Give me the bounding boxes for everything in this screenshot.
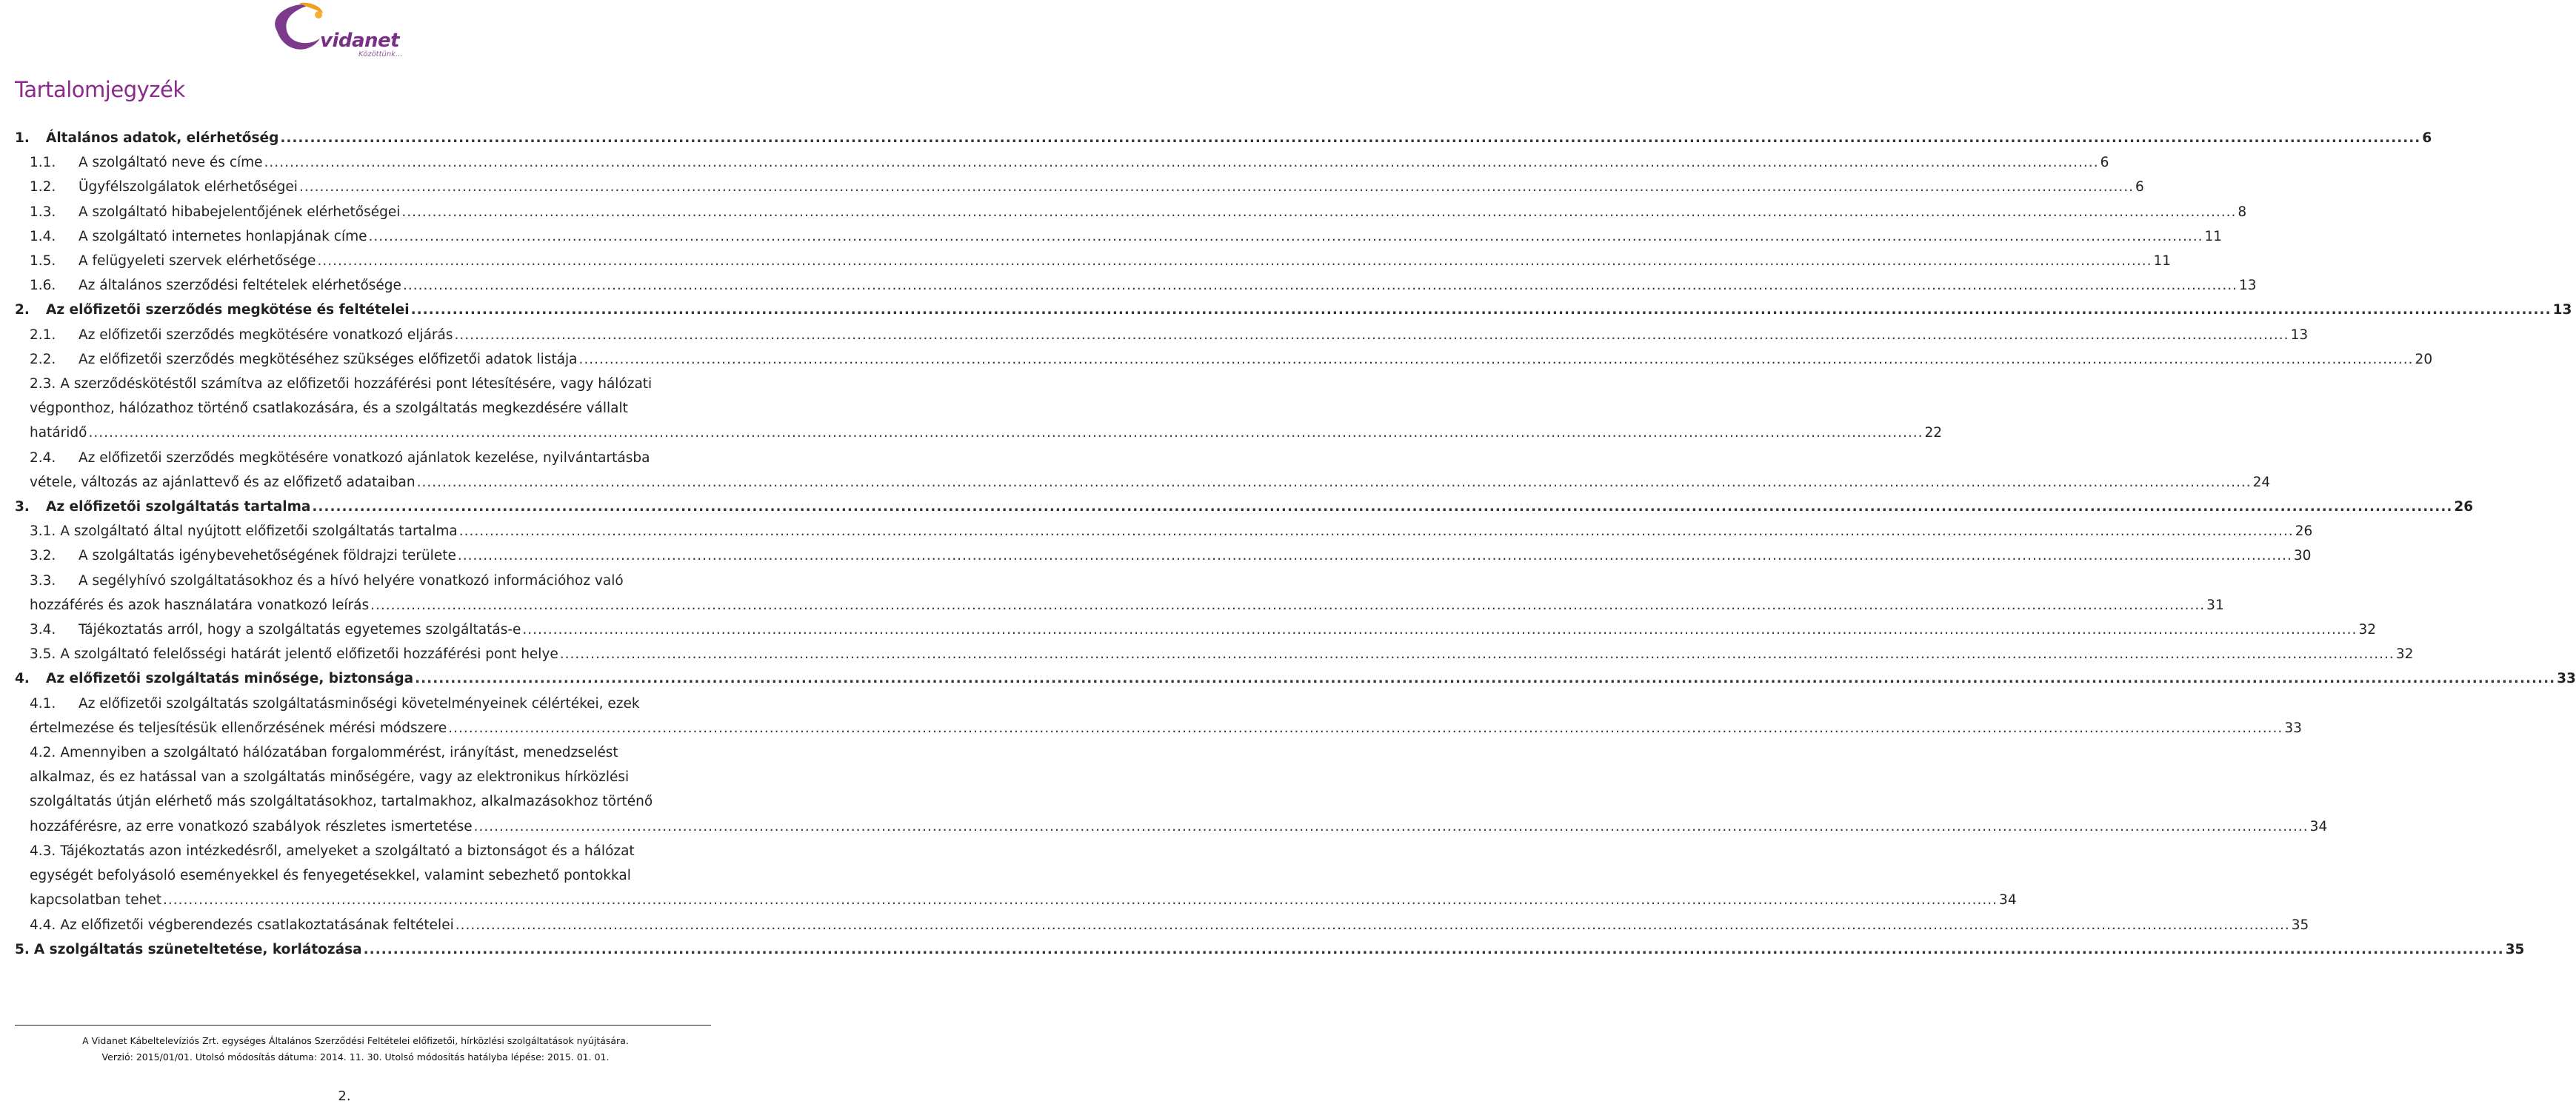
dot-leader bbox=[459, 519, 2294, 543]
toc-page: 13 bbox=[2552, 302, 2572, 318]
toc-title: Tájékoztatás azon intézkedésről, amelyeket a szolgáltató a biztonságot és a hálózat bbox=[60, 843, 635, 859]
toc-title: A segélyhívó szolgáltatásokhoz és a hívó helyére vonatkozó információhoz való bbox=[79, 572, 624, 589]
toc-number: 2.2. bbox=[30, 351, 56, 367]
toc-line bbox=[15, 740, 675, 765]
toc-line bbox=[15, 519, 2313, 543]
vidanet-logo bbox=[267, 1, 407, 62]
dot-leader bbox=[403, 273, 2238, 298]
dot-leader bbox=[317, 249, 2152, 273]
toc-title-continuation: kapcsolatban tehet bbox=[30, 892, 162, 909]
toc-page: 6 bbox=[2100, 155, 2109, 171]
toc-line bbox=[15, 569, 675, 593]
toc-line bbox=[15, 347, 2433, 372]
dot-leader bbox=[560, 642, 2395, 666]
dot-leader bbox=[401, 200, 2236, 224]
toc-line bbox=[30, 716, 2302, 740]
toc-line bbox=[15, 150, 2109, 175]
toc-number: 3.1. bbox=[30, 523, 56, 540]
toc-line bbox=[15, 618, 2376, 642]
toc-number: 1.3. bbox=[30, 204, 56, 220]
toc-number: 4.4. bbox=[30, 917, 56, 933]
toc-title-continuation: vétele, változás az ajánlattevő és az előfizető adataiban bbox=[30, 474, 416, 490]
page-number: 2. bbox=[338, 1088, 351, 1104]
toc-number: 3. bbox=[15, 499, 30, 515]
toc-line bbox=[15, 273, 2257, 298]
dot-leader bbox=[364, 937, 2504, 962]
toc-page: 35 bbox=[2291, 917, 2309, 933]
footer-version-line: Verzió: 2015/01/01. Utolsó módosítás dátuma: 2014. 11. 30. Utolsó módosítás hatályba lépése: 2015. 01. 01. bbox=[101, 1051, 610, 1063]
toc-title: Tájékoztatás arról, hogy a szolgáltatás egyetemes szolgáltatás-e bbox=[79, 622, 521, 638]
toc-number: 4.1. bbox=[30, 695, 56, 712]
footer-company-line: A Vidanet Kábeltelevíziós Zrt. egységes Általános Szerződési Feltételei előfizetői, hírközlési szolgáltatások nyújtására. bbox=[82, 1035, 629, 1046]
toc-line bbox=[15, 495, 2474, 519]
toc-title-continuation: egységét befolyásoló eseményekkel és fenyegetésekkel, valamint sebezhető pontokkal bbox=[30, 868, 631, 884]
toc-title: Az előfizetői szolgáltatás minősége, biztonsága bbox=[46, 671, 414, 687]
toc-number: 1.2. bbox=[30, 179, 56, 195]
toc-title: Az előfizetői szerződés megkötéséhez szükséges előfizetői adatok listája bbox=[79, 351, 578, 367]
toc-page: 6 bbox=[2135, 179, 2144, 195]
toc-line bbox=[30, 470, 2271, 495]
toc-line bbox=[15, 298, 2572, 322]
toc-line bbox=[15, 249, 2172, 273]
toc-page: 26 bbox=[2454, 499, 2474, 515]
toc-title: Az előfizetői szolgáltatás szolgáltatásminőségi követelményeinek célértékei, ezek bbox=[79, 695, 640, 712]
toc-page: 11 bbox=[2153, 253, 2172, 270]
dot-leader bbox=[370, 598, 2205, 613]
toc-number: 2.4. bbox=[30, 449, 56, 466]
toc-page: 32 bbox=[2395, 646, 2414, 663]
toc-page: 31 bbox=[2206, 597, 2224, 613]
toc-title: A szerződéskötéstől számítva az előfizetői hozzáférési pont létesítésére, vagy hálózati bbox=[60, 376, 653, 392]
logo-tagline: Közöttünk... bbox=[358, 50, 403, 58]
toc-number: 3.2. bbox=[30, 548, 56, 564]
dot-leader bbox=[163, 892, 1998, 908]
toc-line bbox=[30, 814, 2328, 839]
dot-leader bbox=[455, 323, 2289, 347]
toc-number: 1.6. bbox=[30, 278, 56, 294]
toc-entry[interactable] bbox=[15, 200, 2247, 224]
toc-title: A szolgáltatás igénybevehetőségének földrajzi területe bbox=[79, 548, 456, 564]
toc-entry[interactable] bbox=[15, 937, 2525, 962]
toc-page: 35 bbox=[2505, 941, 2525, 957]
dot-leader bbox=[312, 495, 2452, 519]
dot-leader bbox=[448, 720, 2283, 736]
toc-line bbox=[15, 666, 2576, 691]
toc-entry[interactable] bbox=[15, 347, 2433, 372]
toc-number: 4.3. bbox=[30, 843, 56, 859]
toc-line bbox=[15, 224, 2223, 249]
toc-page: 24 bbox=[2252, 474, 2271, 490]
toc-page: 20 bbox=[2415, 351, 2433, 367]
toc-entry[interactable] bbox=[15, 618, 2376, 642]
toc-entry[interactable] bbox=[15, 150, 2109, 175]
toc-title: A felügyeleti szervek elérhetősége bbox=[79, 253, 316, 270]
toc-title-continuation: hozzáférés és azok használatára vonatkozó leírás bbox=[30, 597, 370, 613]
toc-title-continuation: szolgáltatás útján elérhető más szolgáltatásokhoz, tartalmakhoz, alkalmazásokhoz történő bbox=[30, 794, 653, 810]
toc-entry[interactable] bbox=[15, 249, 2172, 273]
toc-page: 8 bbox=[2238, 204, 2247, 220]
toc-title: Ügyfélszolgálatok elérhetőségei bbox=[79, 179, 298, 195]
toc-line bbox=[15, 126, 2432, 150]
toc-page: 22 bbox=[1924, 425, 1943, 441]
toc-entry[interactable] bbox=[15, 642, 2414, 666]
toc-entry[interactable] bbox=[15, 569, 2224, 618]
toc-line bbox=[15, 913, 2309, 937]
toc-line bbox=[15, 937, 2525, 962]
toc-number: 2.1. bbox=[30, 327, 56, 343]
toc-number: 1.1. bbox=[30, 155, 56, 171]
toc-number: 2.3. bbox=[30, 376, 56, 392]
toc-page: 32 bbox=[2358, 622, 2376, 638]
toc-line bbox=[15, 200, 2247, 224]
toc-title-continuation: alkalmaz, és ez hatással van a szolgáltatás minőségére, vagy az elektronikus hírközlési bbox=[30, 769, 630, 786]
toc-entry[interactable] bbox=[15, 495, 2474, 519]
toc-line bbox=[15, 446, 675, 470]
dot-leader bbox=[88, 425, 1923, 441]
toc-entry[interactable] bbox=[15, 839, 2017, 913]
toc-title: Amennyiben a szolgáltató hálózatában forgalommérést, irányítást, menedzselést bbox=[60, 745, 618, 761]
toc-entry[interactable] bbox=[15, 126, 2432, 150]
toc-entry[interactable] bbox=[15, 323, 2309, 347]
toc-entry[interactable] bbox=[15, 298, 2572, 322]
toc-title-continuation: határidő bbox=[30, 425, 87, 441]
dot-leader bbox=[411, 298, 2552, 322]
toc-line bbox=[15, 543, 2312, 568]
toc-line bbox=[15, 839, 675, 863]
toc-line bbox=[15, 642, 2414, 666]
toc-title: Általános adatok, elérhetőség bbox=[46, 130, 279, 146]
toc-page: 34 bbox=[1999, 892, 2017, 909]
toc-title: A szolgáltató hibabejelentőjének elérhetőségei bbox=[79, 204, 401, 220]
toc-number: 1. bbox=[15, 130, 30, 146]
toc-entry[interactable] bbox=[15, 740, 2328, 839]
toc-page: 13 bbox=[2290, 327, 2309, 343]
toc-entry[interactable] bbox=[15, 446, 2271, 495]
toc-title: A szolgáltató felelősségi határát jelentő előfizetői hozzáférési pont helye bbox=[60, 646, 558, 663]
toc-line bbox=[15, 692, 675, 716]
toc-entry[interactable] bbox=[15, 224, 2223, 249]
toc-title: Az előfizetői szerződés megkötésére vonatkozó ajánlatok kezelése, nyilvántartásba bbox=[79, 449, 650, 466]
dot-leader bbox=[579, 347, 2414, 372]
toc-entry[interactable] bbox=[15, 666, 2576, 691]
toc-title: Az előfizetői szolgáltatás tartalma bbox=[46, 499, 311, 515]
table-of-contents bbox=[15, 126, 2576, 962]
toc-entry[interactable] bbox=[15, 273, 2257, 298]
page-title: Tartalomjegyzék bbox=[15, 77, 185, 102]
toc-page: 6 bbox=[2422, 130, 2432, 146]
toc-number: 5. bbox=[15, 941, 30, 957]
dot-leader bbox=[456, 913, 2290, 937]
dot-leader bbox=[417, 475, 2252, 490]
toc-line bbox=[30, 888, 2017, 912]
toc-entry[interactable] bbox=[15, 372, 1943, 446]
toc-number: 1.4. bbox=[30, 228, 56, 244]
dot-leader bbox=[415, 666, 2555, 691]
toc-number: 4. bbox=[15, 671, 30, 687]
toc-title: Az előfizetői szerződés megkötése és feltételei bbox=[46, 302, 410, 318]
toc-page: 13 bbox=[2238, 278, 2257, 294]
toc-page: 33 bbox=[2557, 671, 2576, 687]
toc-page: 33 bbox=[2284, 720, 2302, 736]
toc-title: Az általános szerződési feltételek elérhetősége bbox=[79, 278, 401, 294]
dot-leader bbox=[264, 150, 2099, 175]
toc-page: 11 bbox=[2204, 228, 2223, 244]
dot-leader bbox=[280, 126, 2420, 150]
toc-page: 30 bbox=[2293, 548, 2312, 564]
toc-number: 4.2. bbox=[30, 745, 56, 761]
footer-divider bbox=[15, 1025, 711, 1026]
toc-line bbox=[30, 421, 1943, 445]
dot-leader bbox=[299, 175, 2134, 199]
toc-title: A szolgáltató által nyújtott előfizetői szolgáltatás tartalma bbox=[60, 523, 458, 540]
dot-leader bbox=[474, 819, 2309, 834]
toc-page: 26 bbox=[2295, 523, 2313, 540]
toc-line bbox=[15, 372, 675, 396]
toc-number: 3.5. bbox=[30, 646, 56, 663]
toc-title-continuation: értelmezése és teljesítésük ellenőrzésének mérési módszere bbox=[30, 720, 447, 736]
dot-leader bbox=[369, 224, 2203, 249]
toc-title-continuation: hozzáférésre, az erre vonatkozó szabályok részletes ismertetése bbox=[30, 818, 473, 834]
toc-number: 1.5. bbox=[30, 253, 56, 270]
logo-swoosh-icon bbox=[267, 1, 326, 62]
toc-title: Az előfizetői végberendezés csatlakoztatásának feltételei bbox=[60, 917, 454, 933]
toc-entry[interactable] bbox=[15, 519, 2313, 543]
toc-line bbox=[15, 175, 2144, 199]
toc-title: A szolgáltató internetes honlapjának címe bbox=[79, 228, 367, 244]
toc-number: 3.4. bbox=[30, 622, 56, 638]
dot-leader bbox=[522, 618, 2357, 642]
toc-line bbox=[30, 593, 2224, 618]
toc-number: 2. bbox=[15, 302, 30, 318]
toc-entry[interactable] bbox=[15, 913, 2309, 937]
toc-title: A szolgáltatás szüneteltetése, korlátozása bbox=[33, 941, 362, 957]
toc-entry[interactable] bbox=[15, 692, 2302, 740]
toc-entry[interactable] bbox=[15, 543, 2312, 568]
dot-leader bbox=[458, 543, 2292, 568]
logo-text: vidanet bbox=[320, 30, 400, 52]
toc-title: A szolgáltató neve és címe bbox=[79, 155, 263, 171]
toc-title-continuation: végponthoz, hálózathoz történő csatlakozására, és a szolgáltatás megkezdésére vállalt bbox=[30, 401, 628, 417]
toc-number: 3.3. bbox=[30, 572, 56, 589]
toc-title: Az előfizetői szerződés megkötésére vonatkozó eljárás bbox=[79, 327, 453, 343]
toc-line bbox=[15, 323, 2309, 347]
toc-entry[interactable] bbox=[15, 175, 2144, 199]
toc-page: 34 bbox=[2309, 818, 2328, 834]
